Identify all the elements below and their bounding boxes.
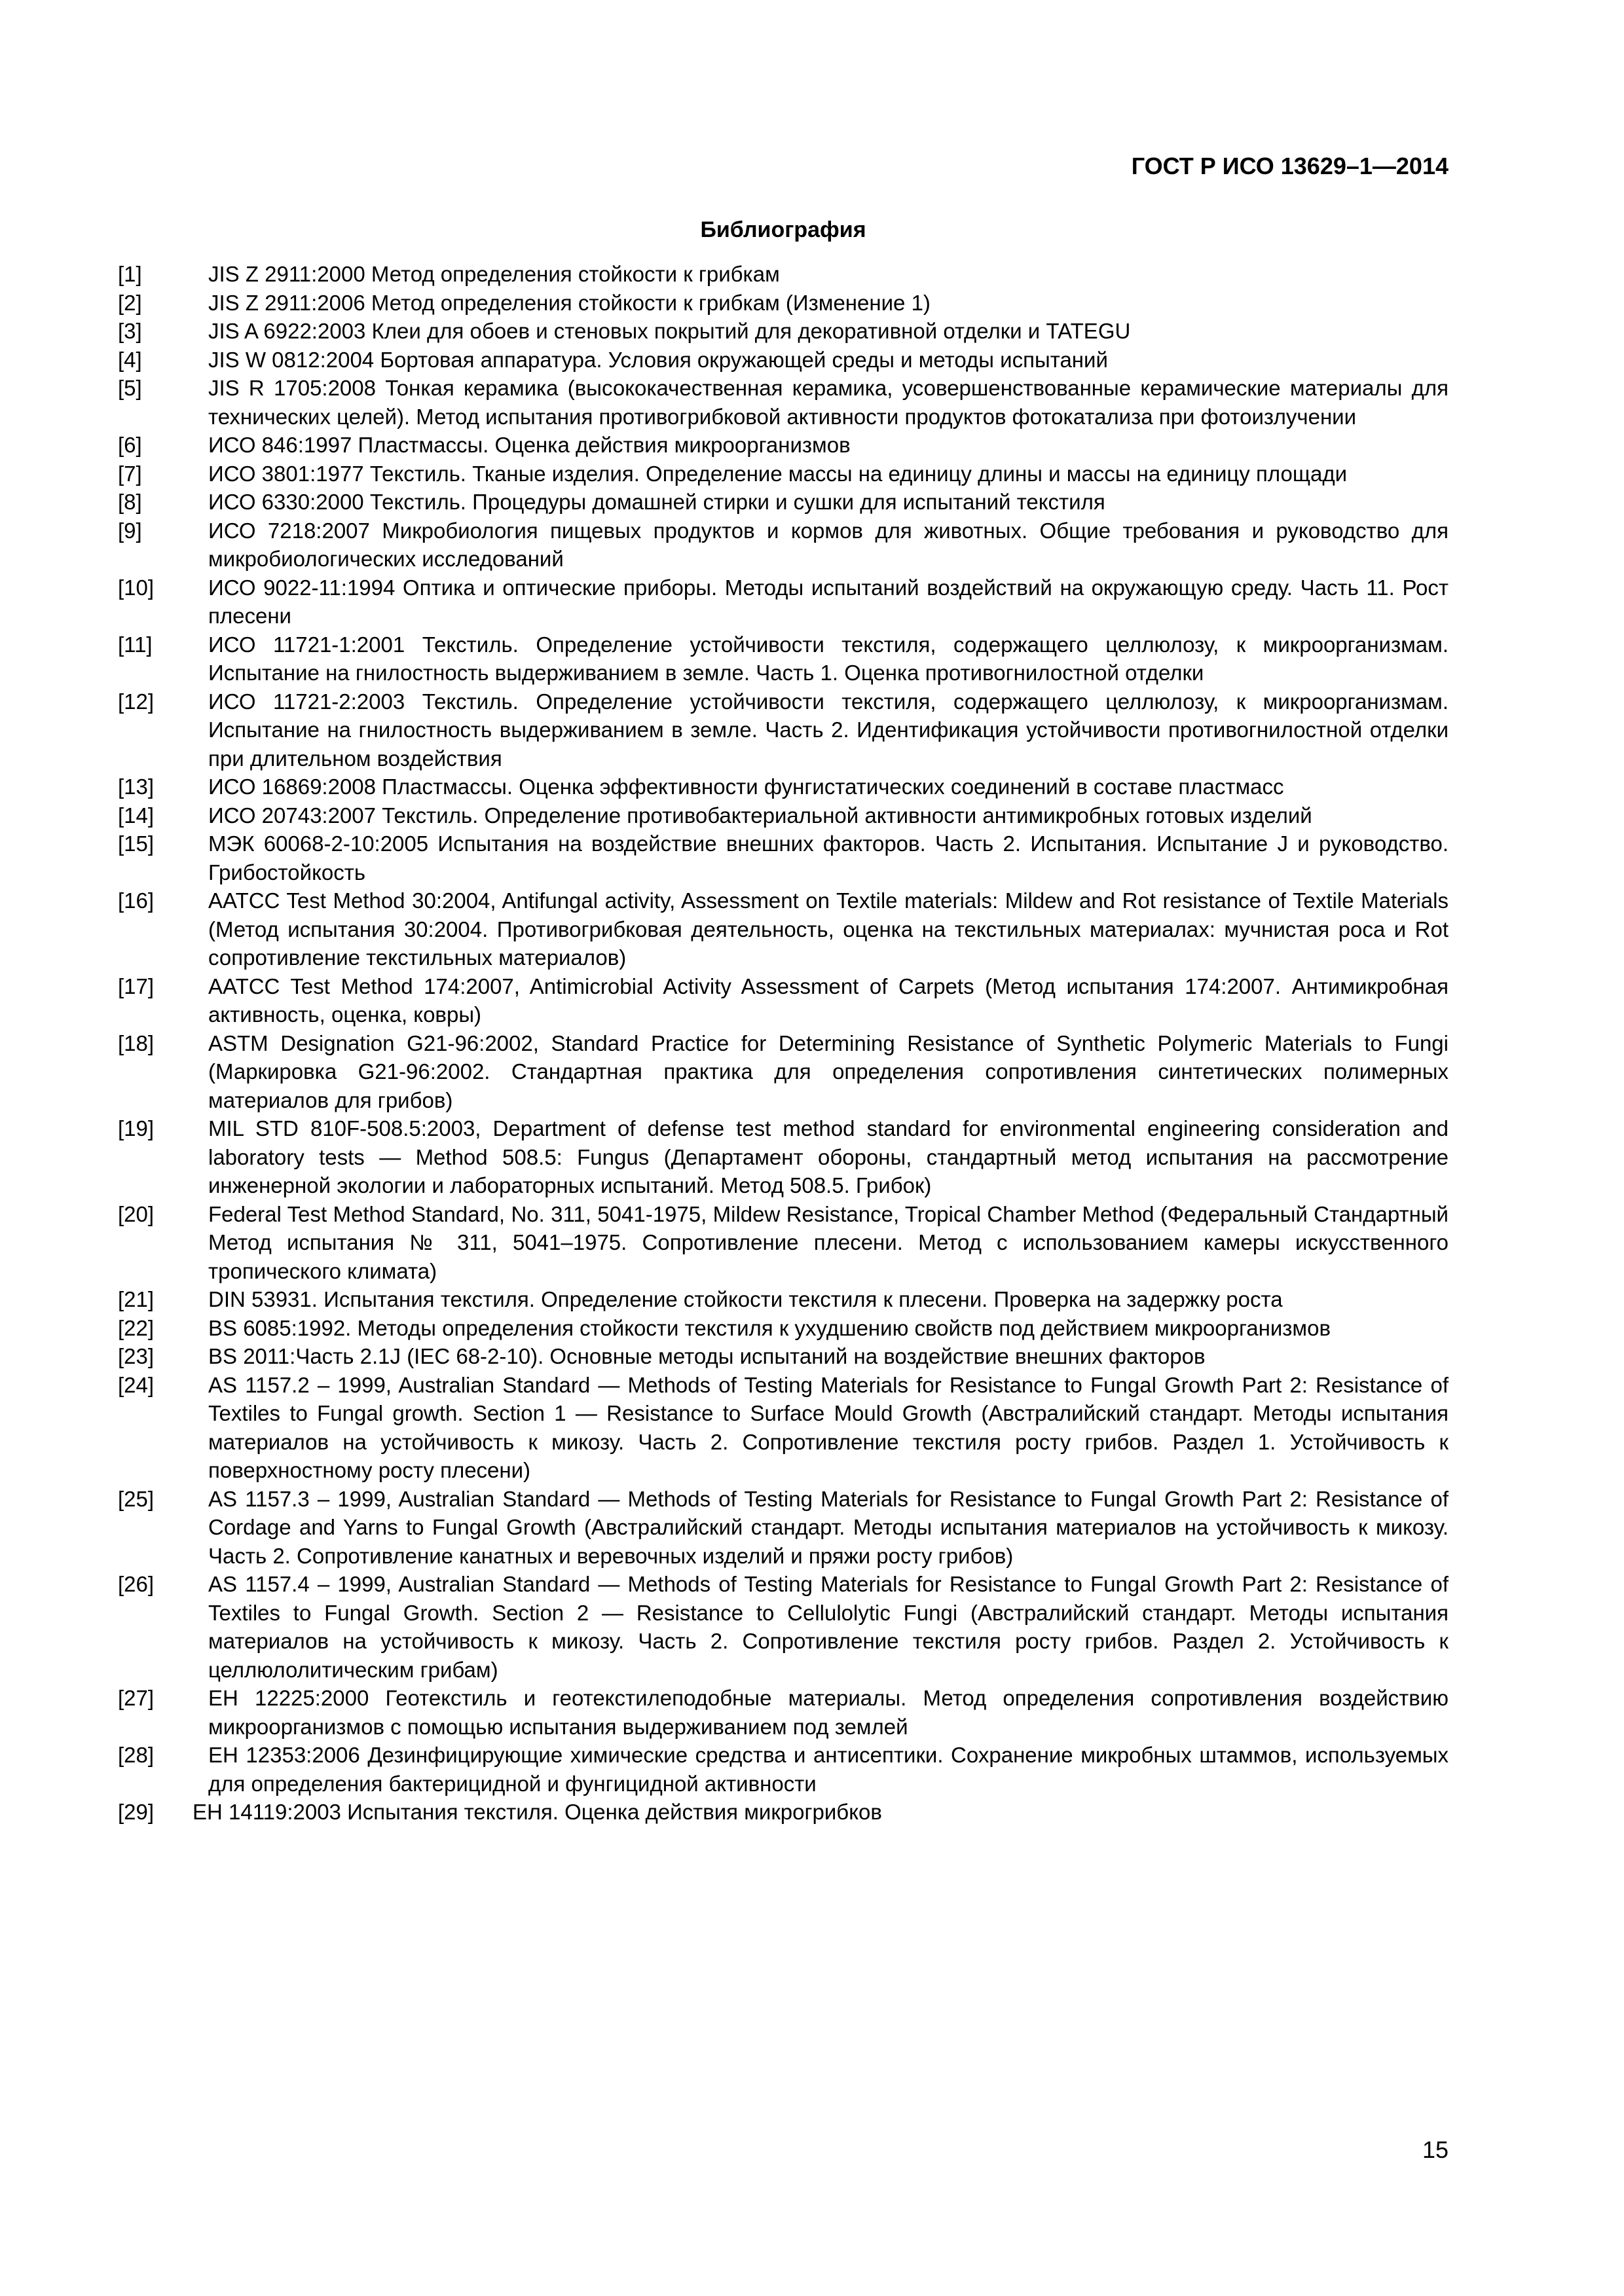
entry-number: [2] <box>118 290 142 315</box>
bibliography-entry <box>118 374 1449 431</box>
entry-text: DIN 53931. Испытания текстиля. Определение стойкости текстиля к плесени. Проверка на задержку роста <box>208 1287 1283 1311</box>
entry-number: [29] <box>118 1800 155 1824</box>
entry-text: AS 1157.4 – 1999, Australian Standard — Methods of Testing Materials for Resistance to Fungal Growth Part 2: Resistance of Textiles to Fungal Growth. Section 2 — Resistance to Cellulolytic Fungi (Австралийский стандарт. Методы испытания материалов на устойчивость к микозу. Часть 2. Сопротивление текстиля росту грибов. Раздел 2. Устойчивость к целлюлолитическим грибам) <box>208 1572 1449 1682</box>
entry-number: [22] <box>118 1315 155 1340</box>
entry-number: [12] <box>118 689 155 714</box>
bibliography-entry <box>118 630 1449 687</box>
bibliography-entry <box>118 289 1449 318</box>
bibliography-entry <box>118 1114 1449 1200</box>
bibliography-entry <box>118 1200 1449 1286</box>
bibliography-entry <box>118 972 1449 1029</box>
entry-number: [9] <box>118 518 142 543</box>
bibliography-entry <box>118 1798 1449 1827</box>
entry-text: JIS W 0812:2004 Бортовая аппаратура. Условия окружающей среды и методы испытаний <box>208 347 1108 372</box>
entry-number: [14] <box>118 803 155 828</box>
entry-text: ЕН 12225:2000 Геотекстиль и геотекстилеподобные материалы. Метод определения сопротивления воздействию микроорганизмов с помощью испытания выдерживанием под землей <box>208 1686 1449 1739</box>
entry-text: ИСО 16869:2008 Пластмассы. Оценка эффективности фунгистатических соединений в составе пластмасс <box>208 774 1284 799</box>
entry-text: ИСО 20743:2007 Текстиль. Определение противобактериальной активности антимикробных готовых изделий <box>208 803 1312 828</box>
entry-text: AS 1157.2 – 1999, Australian Standard — Methods of Testing Materials for Resistance to Fungal Growth Part 2: Resistance of Textiles to Fungal growth. Section 1 — Resistance to Surface Mould Growth (Австралийский стандарт. Методы испытания материалов на устойчивость к микозу. Часть 2. Сопротивление текстиля росту грибов. Раздел 1. Устойчивость к поверхностному росту плесени) <box>208 1372 1449 1482</box>
bibliography-entry <box>118 260 1449 289</box>
entry-number: [25] <box>118 1486 155 1511</box>
entry-number: [16] <box>118 888 155 913</box>
bibliography-entry <box>118 687 1449 773</box>
entry-number: [1] <box>118 262 142 286</box>
entry-number: [5] <box>118 376 142 400</box>
entry-text: ИСО 7218:2007 Микробиология пищевых продуктов и кормов для животных. Общие требования и руководство для микробиологических исследований <box>208 518 1449 571</box>
bibliography-entry <box>118 460 1449 488</box>
entry-number: [7] <box>118 461 142 486</box>
entry-text: ИСО 11721-2:2003 Текстиль. Определение устойчивости текстиля, содержащего целлюлозу, к микроорганизмам. Испытание на гнилостность выдерживанием в земле. Часть 2. Идентификация устойчивости противогнилостной отделки при длительном воздействия <box>208 689 1449 771</box>
entry-number: [6] <box>118 433 142 457</box>
bibliography-list <box>118 260 1449 1827</box>
entry-number: [11] <box>118 632 153 657</box>
bibliography-entry <box>118 886 1449 972</box>
entry-number: [21] <box>118 1287 155 1311</box>
bibliography-title: Библиография <box>700 217 866 242</box>
entry-text: JIS Z 2911:2000 Метод определения стойкости к грибкам <box>208 262 780 286</box>
entry-number: [18] <box>118 1030 155 1055</box>
entry-number: [24] <box>118 1372 155 1397</box>
bibliography-entry <box>118 488 1449 517</box>
bibliography-entry <box>118 801 1449 830</box>
entry-text: AS 1157.3 – 1999, Australian Standard — Methods of Testing Materials for Resistance to Fungal Growth Part 2: Resistance of Cordage and Yarns to Fungal Growth (Австралийский стандарт. Методы испытания материалов на устойчивость к микозу. Часть 2. Сопротивление канатных и веревочных изделий и пряжи росту грибов) <box>208 1486 1449 1568</box>
entry-text: BS 2011:Часть 2.1J (IEC 68-2-10). Основные методы испытаний на воздействие внешних факторов <box>208 1344 1206 1368</box>
bibliography-entry <box>118 1741 1449 1798</box>
entry-number: [8] <box>118 490 142 514</box>
entry-number: [19] <box>118 1116 155 1140</box>
entry-number: [23] <box>118 1344 155 1368</box>
bibliography-entry <box>118 773 1449 801</box>
entry-number: [27] <box>118 1686 155 1710</box>
bibliography-entry <box>118 431 1449 460</box>
entry-number: [15] <box>118 831 155 856</box>
bibliography-entry <box>118 517 1449 574</box>
entry-text: ИСО 11721-1:2001 Текстиль. Определение устойчивости текстиля, содержащего целлюлозу, к микроорганизмам. Испытание на гнилостность выдерживанием в земле. Часть 1. Оценка противогнилостной отделки <box>208 632 1449 685</box>
bibliography-entry <box>118 1485 1449 1571</box>
entry-text: AATCC Test Method 174:2007, Antimicrobial Activity Assessment of Carpets (Метод испытания 174:2007. Антимикробная активность, оценка, ковры) <box>208 974 1449 1027</box>
entry-text: JIS R 1705:2008 Тонкая керамика (высококачественная керамика, усовершенствованные керамические материалы для технических целей). Метод испытания противогрибковой активности продуктов фотокатализа при фотоизлучении <box>208 376 1449 429</box>
entry-number: [26] <box>118 1572 155 1596</box>
standard-code-header: ГОСТ Р ИСО 13629–1—2014 <box>1131 153 1449 179</box>
entry-text: JIS Z 2911:2006 Метод определения стойкости к грибкам (Изменение 1) <box>208 290 931 315</box>
entry-text: ЕН 14119:2003 Испытания текстиля. Оценка действия микрогрибков <box>193 1800 882 1824</box>
page-number: 15 <box>1422 2136 1449 2163</box>
entry-text: ИСО 846:1997 Пластмассы. Оценка действия микроорганизмов <box>208 433 851 457</box>
bibliography-entry <box>118 317 1449 346</box>
entry-text: BS 6085:1992. Методы определения стойкости текстиля к ухудшению свойств под действием микроорганизмов <box>208 1315 1331 1340</box>
entry-text: ИСО 9022-11:1994 Оптика и оптические приборы. Методы испытаний воздействий на окружающую среду. Часть 11. Рост плесени <box>208 575 1449 628</box>
bibliography-entry <box>118 1314 1449 1343</box>
bibliography-entry <box>118 346 1449 374</box>
entry-text: ИСО 6330:2000 Текстиль. Процедуры домашней стирки и сушки для испытаний текстиля <box>208 490 1105 514</box>
entry-text: MIL STD 810F-508.5:2003, Department of defense test method standard for environmental engineering consideration and laboratory tests — Method 508.5: Fungus (Департамент обороны, стандартный метод испытания на рассмотрение инженерной экологии и лабораторных испытаний. Метод 508.5. Грибок) <box>208 1116 1449 1197</box>
entry-text: МЭК 60068-2-10:2005 Испытания на воздействие внешних факторов. Часть 2. Испытания. Испытание J и руководство. Грибостойкость <box>208 831 1449 884</box>
entry-number: [13] <box>118 774 155 799</box>
bibliography-entry <box>118 574 1449 630</box>
entry-text: AATCC Test Method 30:2004, Antifungal activity, Assessment on Textile materials: Mildew and Rot resistance of Textile Materials (Метод испытания 30:2004. Противогрибковая деятельность, оценка на текстильных материалах: мучнистая роса и Rot сопротивление текстильных материалов) <box>208 888 1449 970</box>
entry-text: JIS A 6922:2003 Клеи для обоев и стеновых покрытий для декоративной отделки и TATEGU <box>208 319 1131 343</box>
entry-number: [10] <box>118 575 155 600</box>
bibliography-entry <box>118 1342 1449 1371</box>
bibliography-entry <box>118 1285 1449 1314</box>
entry-number: [20] <box>118 1201 155 1226</box>
bibliography-entry <box>118 829 1449 886</box>
entry-number: [4] <box>118 347 142 372</box>
entry-text: ИСО 3801:1977 Текстиль. Тканые изделия. Определение массы на единицу длины и массы на единицу площади <box>208 461 1348 486</box>
entry-text: Federal Test Method Standard, No. 311, 5041-1975, Mildew Resistance, Tropical Chamber Method (Федеральный Стандартный Метод испытания № 311, 5041–1975. Сопротивление плесени. Метод с использованием камеры искусственного тропического климата) <box>208 1201 1449 1283</box>
bibliography-entry <box>118 1029 1449 1115</box>
bibliography-entry <box>118 1570 1449 1684</box>
entry-text: ASTM Designation G21-96:2002, Standard Practice for Determining Resistance of Synthetic Polymeric Materials to Fungi (Маркировка G21-96:2002. Стандартная практика для определения сопротивления синтетических полимерных материалов для грибов) <box>208 1030 1449 1112</box>
entry-number: [3] <box>118 319 142 343</box>
entry-number: [17] <box>118 974 155 998</box>
entry-text: ЕН 12353:2006 Дезинфицирующие химические средства и антисептики. Сохранение микробных штаммов, используемых для определения бактерицидной и фунгицидной активности <box>208 1743 1449 1796</box>
entry-number: [28] <box>118 1743 155 1767</box>
bibliography-entry <box>118 1684 1449 1741</box>
bibliography-entry <box>118 1371 1449 1485</box>
